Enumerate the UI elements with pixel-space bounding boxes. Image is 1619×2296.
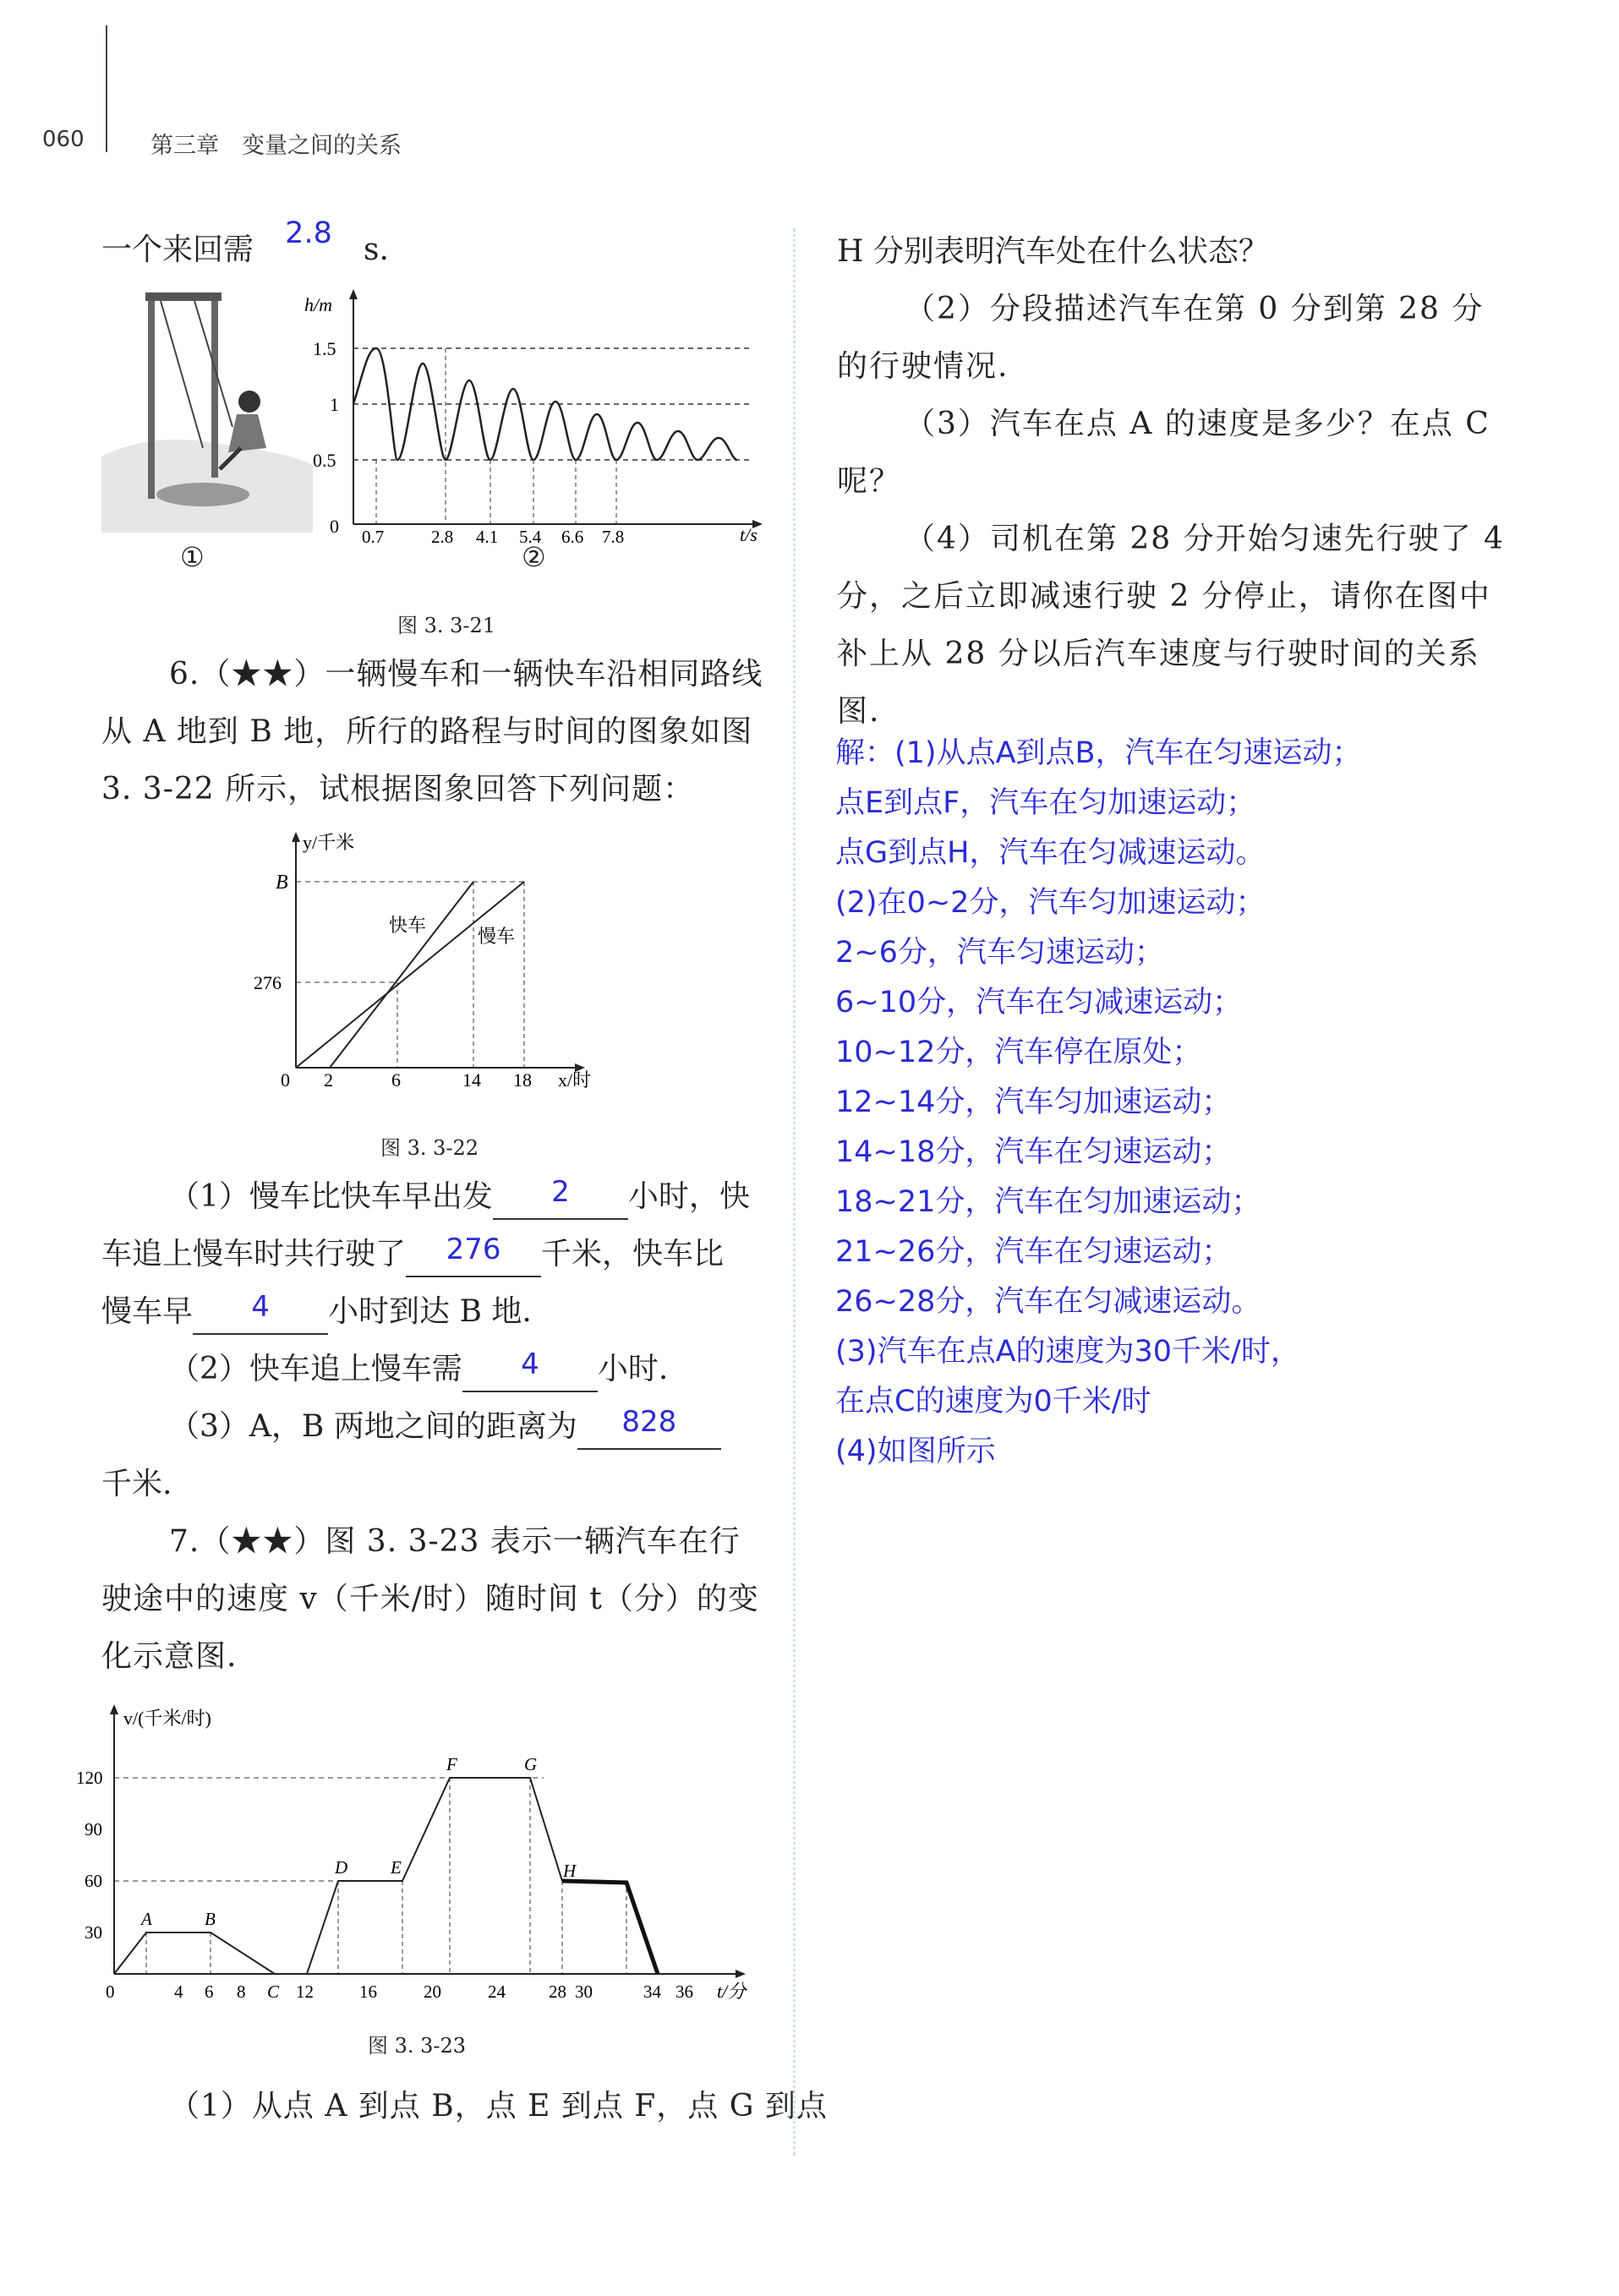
q7-part2: （2）分段描述汽车在第 0 分到第 28 分的行驶情况. bbox=[837, 292, 1485, 384]
fig23-caption: 图 3. 3-23 bbox=[368, 2034, 467, 2058]
fig23-ytick: 120 bbox=[76, 1768, 103, 1788]
fig21-label-2: ② bbox=[522, 541, 546, 573]
fig22-x-label: x/时 bbox=[558, 1069, 592, 1091]
fig22-xtick: 2 bbox=[324, 1069, 333, 1091]
fig22-xtick: 6 bbox=[391, 1069, 401, 1091]
fig22-xtick: 14 bbox=[462, 1069, 481, 1091]
fig22-caption: 图 3. 3-22 bbox=[380, 1136, 479, 1160]
fig23-xtick: 8 bbox=[237, 1982, 246, 2002]
solution-block bbox=[835, 729, 1596, 1477]
fig21-x-label: t/s bbox=[740, 524, 758, 545]
q7-stem: 7.（★★）图 3. 3-23 表示一辆汽车在行驶途中的速度 v（千米/时）随时间 t（分）的变化示意图. bbox=[101, 1524, 759, 1674]
fig23-xtick: 36 bbox=[675, 1982, 693, 2002]
fig21-label-1: ① bbox=[180, 541, 205, 573]
q5-answer: 2.8 bbox=[285, 216, 332, 250]
fig23-point: H bbox=[563, 1861, 577, 1881]
solution-line: 26~28分，汽车在匀减速运动。 bbox=[835, 1285, 1261, 1319]
fig21-xtick: 4.1 bbox=[476, 527, 499, 547]
fig22-xtick: 18 bbox=[513, 1069, 532, 1091]
fig23-point: F bbox=[446, 1754, 457, 1774]
fig22-fast-line bbox=[330, 882, 473, 1068]
solution-line: 点G到点H，汽车在匀减速运动。 bbox=[835, 836, 1266, 870]
fig23-xtick: 6 bbox=[205, 1982, 214, 2002]
solution-line: 21~26分，汽车在匀速运动； bbox=[835, 1235, 1232, 1269]
fig21-ytick: 0.5 bbox=[313, 450, 336, 471]
fig23-y-label: v/(千米/时) bbox=[123, 1708, 211, 1729]
fig23-xtick: C bbox=[267, 1982, 280, 2002]
fig21-ytick: 1 bbox=[330, 394, 339, 415]
chapter-title: 第三章 变量之间的关系 bbox=[150, 133, 402, 159]
fig21-y-label: h/m bbox=[304, 294, 332, 315]
fig23-point: G bbox=[524, 1754, 538, 1774]
solution-line: (3)汽车在点A的速度为30千米/时， bbox=[835, 1335, 1300, 1369]
q7-part3: （3）汽车在点 A 的速度是多少？在点 C 呢？ bbox=[837, 407, 1490, 499]
fig22-slow-label: 慢车 bbox=[478, 926, 516, 947]
solution-line: 6~10分，汽车在匀减速运动； bbox=[835, 986, 1243, 1020]
fig23-ytick: 90 bbox=[85, 1819, 102, 1840]
solution-line: 解：(1)从点A到点B，汽车在匀速运动； bbox=[835, 736, 1362, 770]
fig21-xtick: 6.6 bbox=[561, 527, 584, 547]
fig23-x-label: t/分 bbox=[717, 1981, 747, 2002]
solution-line: 2~6分，汽车匀速运动； bbox=[835, 936, 1164, 970]
solution-line: 12~14分，汽车匀加速运动； bbox=[835, 1085, 1232, 1119]
q5-line: 一个来回需 2.8 s. bbox=[101, 221, 389, 279]
fig23-extension bbox=[562, 1881, 658, 1974]
q6-part2: （2）快车追上慢车需 4 小时. bbox=[169, 1341, 668, 1398]
fig21-caption: 图 3. 3-21 bbox=[397, 614, 496, 637]
q6-stem: 6.（★★）一辆慢车和一辆快车沿相同路线从 A 地到 B 地，所行的路程与时间的图象如图 3. 3-22 所示，试根据图象回答下列问题： bbox=[101, 657, 763, 806]
q6-part1-line3: 慢车早 4 小时到达 B 地. bbox=[101, 1283, 532, 1341]
fig23-point: A bbox=[141, 1909, 152, 1929]
fig23-x-arrow bbox=[736, 1970, 746, 1978]
fig22-slow-line bbox=[296, 882, 524, 1068]
page-number: 060 bbox=[42, 127, 85, 152]
fig21-chart bbox=[296, 287, 769, 549]
fig23-xtick: 12 bbox=[296, 1982, 314, 2002]
swing-illustration bbox=[101, 287, 313, 533]
fig23-y-arrow bbox=[110, 1704, 118, 1714]
q6-part1-line1: （1）慢车比快车早出发 2 小时，快 bbox=[169, 1168, 750, 1226]
q7-part1-cont: H 分别表明汽车处在什么状态？ bbox=[837, 234, 1269, 269]
fig21-xtick: 7.8 bbox=[602, 527, 625, 547]
fig23-ytick: 30 bbox=[85, 1922, 102, 1943]
fig23-xtick: 24 bbox=[488, 1982, 506, 2002]
solution-line: 点E到点F，汽车在匀加速运动； bbox=[835, 786, 1256, 820]
fig22-label-B: B bbox=[276, 872, 288, 894]
fig22-chart bbox=[245, 828, 617, 1107]
q6-part1-line2: 车追上慢车时共行驶了 276 千米，快车比 bbox=[101, 1226, 724, 1283]
fig23-xtick: 34 bbox=[643, 1982, 661, 2002]
solution-line: (4)如图所示 bbox=[835, 1435, 996, 1468]
q6-blank-1: 2 bbox=[493, 1179, 628, 1220]
q6-blank-4: 4 bbox=[462, 1352, 598, 1392]
q6-blank-2: 276 bbox=[406, 1237, 541, 1277]
fig21-xtick: 2.8 bbox=[431, 527, 454, 547]
solution-line: 10~12分，汽车停在原处； bbox=[835, 1036, 1202, 1069]
solution-line: 14~18分，汽车在匀速运动； bbox=[835, 1135, 1232, 1169]
fig21-xtick: 5.4 bbox=[519, 527, 542, 547]
q7-part4: （4）司机在第 28 分开始匀速先行驶了 4 分，之后立即减速行驶 2 分停止，请你在图中补上从 28 分以后汽车速度与行驶时间的关系图. bbox=[837, 522, 1505, 729]
fig23-chart bbox=[68, 1699, 769, 2020]
fig23-xtick: 16 bbox=[359, 1982, 377, 2002]
q6-part3-unit: 千米. bbox=[101, 1467, 172, 1501]
q6-part3: （3）A，B 两地之间的距离为 828 bbox=[169, 1398, 778, 1456]
fig23-point: D bbox=[335, 1857, 348, 1878]
fig23-ytick: 60 bbox=[85, 1871, 102, 1891]
fig23-origin: 0 bbox=[106, 1982, 115, 2002]
fig22-fast-label: 快车 bbox=[389, 915, 427, 936]
fig23-xtick: 4 bbox=[174, 1982, 183, 2002]
fig21-ytick: 1.5 bbox=[313, 338, 336, 359]
solution-line: (2)在0~2分，汽车匀加速运动； bbox=[835, 886, 1266, 920]
column-divider bbox=[793, 228, 796, 2156]
fig23-xtick: 20 bbox=[424, 1982, 441, 2002]
fig23-point: B bbox=[205, 1909, 216, 1929]
fig22-label-276: 276 bbox=[254, 972, 282, 993]
q6-blank-5: 828 bbox=[577, 1409, 721, 1450]
q6-blank-3: 4 bbox=[193, 1294, 328, 1335]
solution-line: 在点C的速度为0千米/时 bbox=[835, 1385, 1151, 1419]
fig23-point: E bbox=[391, 1857, 402, 1878]
fig22-y-arrow bbox=[292, 832, 300, 842]
fig22-y-label: y/千米 bbox=[303, 832, 355, 853]
fig23-xtick: 28 bbox=[549, 1982, 566, 2002]
fig21-xtick: 0.7 bbox=[362, 527, 385, 547]
solution-line: 18~21分，汽车在匀加速运动； bbox=[835, 1185, 1261, 1219]
fig22-origin: 0 bbox=[281, 1069, 290, 1091]
fig21-y-arrow bbox=[349, 289, 358, 299]
fig21-ytick: 0 bbox=[330, 516, 339, 537]
q7-part1: （1）从点 A 到点 B，点 E 到点 F，点 G 到点 bbox=[169, 2089, 828, 2124]
header-rule bbox=[106, 25, 107, 152]
fig23-xtick: 30 bbox=[575, 1982, 593, 2002]
